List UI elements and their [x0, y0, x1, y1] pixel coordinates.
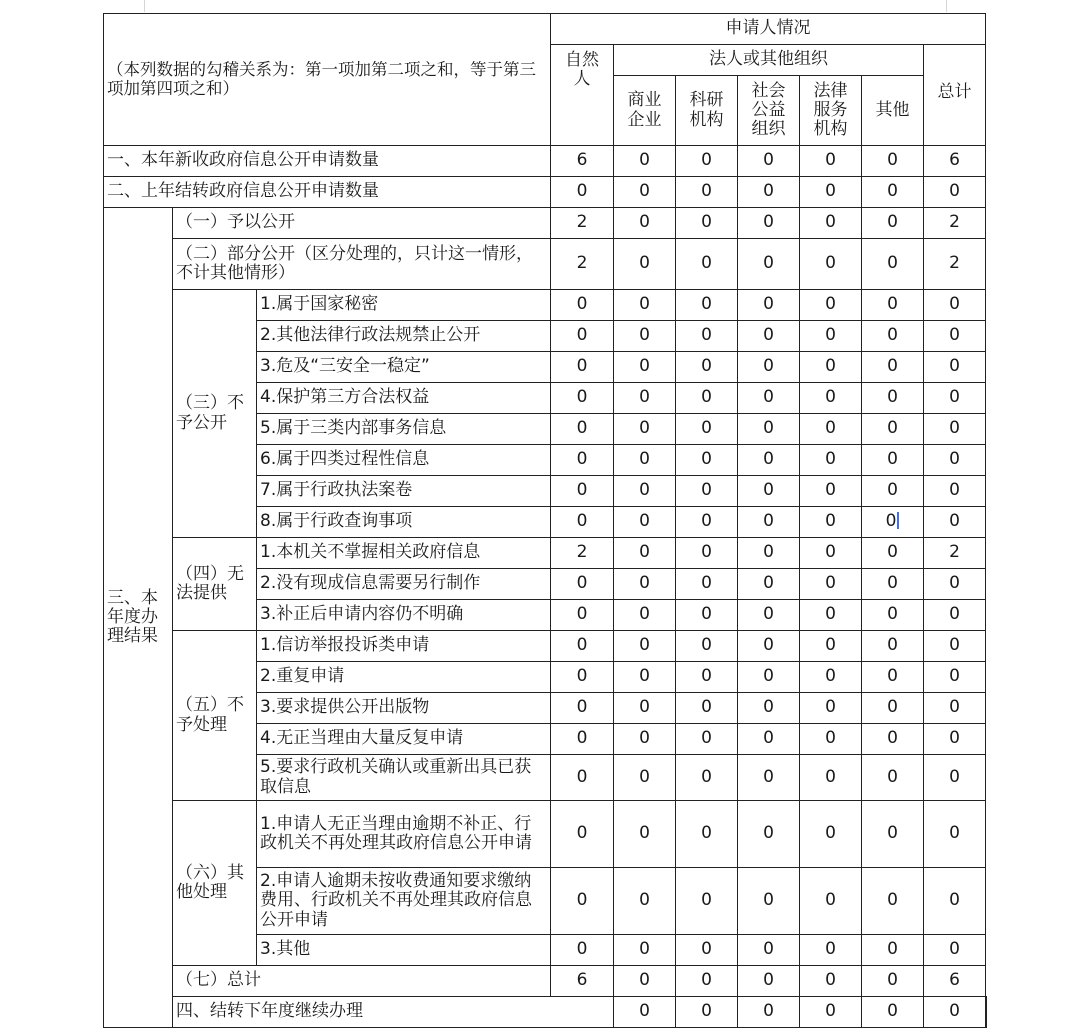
row-label: 2.重复申请	[257, 662, 551, 693]
row-g7	[104, 966, 987, 997]
row-label: 2.其他法律行政法规禁止公开	[257, 321, 551, 352]
cell-commercial: 0	[614, 445, 676, 476]
cell-legal-service: 0	[800, 208, 862, 239]
cell-social: 0	[738, 208, 800, 239]
cell-social: 0	[738, 445, 800, 476]
row-label: 1.信访举报投诉类申请	[257, 631, 551, 662]
cell-research: 0	[676, 239, 738, 290]
row-label: 5.要求行政机关确认或重新出具已获取信息	[257, 755, 551, 801]
cell-research: 0	[676, 445, 738, 476]
cell-other: 0	[862, 208, 924, 239]
cell-research: 0	[676, 755, 738, 801]
cell-natural-person: 0	[551, 600, 614, 631]
cell-natural-person: 0	[551, 569, 614, 600]
cell-other: 0	[862, 321, 924, 352]
cell-social: 0	[738, 476, 800, 507]
cell-other: 0	[862, 290, 924, 321]
row-g2	[104, 239, 987, 290]
cell-commercial: 0	[614, 476, 676, 507]
header-legal-group: 法人或其他组织	[614, 45, 924, 76]
header-total: 总计	[924, 45, 986, 146]
cell-commercial: 0	[614, 507, 676, 538]
cell-social: 0	[738, 724, 800, 755]
cell-total: 0	[924, 631, 986, 662]
cell-legal-service: 0	[800, 966, 862, 997]
cell-research: 0	[676, 631, 738, 662]
section-results-label: 三、本年度办理结果	[104, 208, 173, 1028]
cell-total: 2	[924, 538, 986, 569]
cell-other-editing[interactable]	[862, 507, 924, 538]
cell-legal-service: 0	[800, 600, 862, 631]
header-commercial: 商业企业	[614, 76, 676, 146]
cell-natural-person: 0	[551, 631, 614, 662]
cell-research: 0	[676, 868, 738, 935]
cell-natural-person: 2	[551, 239, 614, 290]
cell-other: 0	[862, 239, 924, 290]
cell-other: 0	[862, 538, 924, 569]
cell-total: 0	[924, 693, 986, 724]
row-label: 3.其他	[257, 935, 551, 966]
cell-legal-service: 0	[862, 997, 924, 1028]
cell-other: 0	[862, 146, 924, 177]
cell-total: 0	[924, 321, 986, 352]
row-label: 4.无正当理由大量反复申请	[257, 724, 551, 755]
row-label: 6.属于四类过程性信息	[257, 445, 551, 476]
cell-social: 0	[738, 507, 800, 538]
cell-other: 0	[862, 445, 924, 476]
group-label-g3: （三）不予公开	[173, 290, 257, 538]
cell-commercial: 0	[614, 208, 676, 239]
cell-research: 0	[738, 997, 800, 1028]
cell-natural-person: 0	[551, 693, 614, 724]
row-label: 4.保护第三方合法权益	[257, 383, 551, 414]
cell-research: 0	[676, 476, 738, 507]
cell-total: 0	[924, 507, 986, 538]
cell-social: 0	[738, 966, 800, 997]
cell-research: 0	[676, 966, 738, 997]
cell-total: 0	[924, 662, 986, 693]
cell-total: 0	[924, 352, 986, 383]
cell-natural-person: 0	[551, 662, 614, 693]
cell-total: 0	[924, 569, 986, 600]
cell-social: 0	[738, 538, 800, 569]
row-label: 2.申请人逾期未按收费通知要求缴纳费用、行政机关不再处理其政府信息公开申请	[257, 868, 551, 935]
cell-other: 0	[862, 801, 924, 868]
cell-commercial: 0	[614, 662, 676, 693]
row-g5-1	[104, 631, 987, 662]
row-label: （二）部分公开（区分处理的，只计这一情形，不计其他情形）	[173, 239, 551, 290]
cell-legal-service: 0	[800, 177, 862, 208]
cell-commercial: 0	[614, 146, 676, 177]
cell-social: 0	[738, 868, 800, 935]
cell-social: 0	[738, 801, 800, 868]
cell-legal-service: 0	[800, 383, 862, 414]
cell-other: 0	[862, 414, 924, 445]
cell-legal-service: 0	[800, 569, 862, 600]
cell-other: 0	[862, 966, 924, 997]
row-label: （七）总计	[173, 966, 551, 997]
cell-research: 0	[676, 724, 738, 755]
row-label: 8.属于行政查询事项	[257, 507, 551, 538]
cell-legal-service: 0	[800, 352, 862, 383]
cell-other: 0	[862, 693, 924, 724]
cell-social: 0	[738, 631, 800, 662]
cell-natural-person: 0	[551, 177, 614, 208]
cell-other: 0	[862, 476, 924, 507]
cell-legal-service: 0	[800, 693, 862, 724]
cell-total	[986, 997, 987, 1028]
cell-natural-person: 0	[551, 445, 614, 476]
group-label-g5: （五）不予处理	[173, 631, 257, 801]
cell-social: 0	[738, 414, 800, 445]
cell-commercial: 0	[614, 724, 676, 755]
cell-research: 0	[676, 177, 738, 208]
page-margin-guide-right	[946, 0, 947, 12]
header-applicant: 申请人情况	[551, 14, 986, 45]
cell-research: 0	[676, 146, 738, 177]
cell-natural-person: 0	[551, 935, 614, 966]
cell-research: 0	[676, 383, 738, 414]
row-g1	[104, 208, 987, 239]
cell-natural-person: 0	[551, 507, 614, 538]
row-label: 1.本机关不掌握相关政府信息	[257, 538, 551, 569]
cell-commercial: 0	[614, 383, 676, 414]
cell-research: 0	[676, 538, 738, 569]
row-label: 7.属于行政执法案卷	[257, 476, 551, 507]
cell-commercial: 0	[676, 997, 738, 1028]
cell-research: 0	[676, 414, 738, 445]
cell-commercial: 0	[614, 321, 676, 352]
cell-research: 0	[676, 290, 738, 321]
cell-research: 0	[676, 600, 738, 631]
cell-commercial: 0	[614, 868, 676, 935]
row-label: （一）予以公开	[173, 208, 551, 239]
row-label: 一、本年新收政府信息公开申请数量	[104, 146, 551, 177]
header-other: 其他	[862, 76, 924, 146]
row-label: 3.危及“三安全一稳定”	[257, 352, 551, 383]
cell-natural-person: 0	[551, 724, 614, 755]
cell-total: 2	[924, 208, 986, 239]
cell-social: 0	[738, 177, 800, 208]
cell-research: 0	[676, 507, 738, 538]
cell-research: 0	[676, 693, 738, 724]
cell-natural-person: 6	[551, 966, 614, 997]
cell-legal-service: 0	[800, 538, 862, 569]
cell-commercial: 0	[614, 801, 676, 868]
cell-commercial: 0	[614, 239, 676, 290]
row-label: 5.属于三类内部事务信息	[257, 414, 551, 445]
cell-total: 0	[924, 935, 986, 966]
row-label: 3.要求提供公开出版物	[257, 693, 551, 724]
cell-natural-person: 0	[551, 476, 614, 507]
cell-commercial: 0	[614, 755, 676, 801]
row-label: 四、结转下年度继续办理	[173, 997, 614, 1028]
cell-other: 0	[862, 935, 924, 966]
row-next-year	[104, 997, 987, 1028]
cell-other: 0	[862, 868, 924, 935]
header-note: （本列数据的勾稽关系为：第一项加第二项之和，等于第三项加第四项之和）	[104, 14, 551, 146]
group-label-g6: （六）其他处理	[173, 801, 257, 966]
cell-natural-person: 0	[614, 997, 676, 1028]
cell-total: 0	[924, 476, 986, 507]
cell-research: 0	[676, 352, 738, 383]
cell-commercial: 0	[614, 966, 676, 997]
cell-commercial: 0	[614, 631, 676, 662]
cell-total: 6	[924, 146, 986, 177]
header-row-1	[104, 14, 987, 45]
cell-total: 6	[924, 966, 986, 997]
cell-total: 0	[924, 600, 986, 631]
header-social: 社会公益组织	[738, 76, 800, 146]
cell-commercial: 0	[614, 414, 676, 445]
cell-natural-person: 0	[551, 290, 614, 321]
header-legal-service: 法律服务机构	[800, 76, 862, 146]
group-label-g4: （四）无法提供	[173, 538, 257, 631]
row-label: 2.没有现成信息需要另行制作	[257, 569, 551, 600]
cell-social: 0	[738, 662, 800, 693]
cell-social: 0	[738, 935, 800, 966]
row-g4-1	[104, 538, 987, 569]
cell-total: 0	[924, 801, 986, 868]
cell-research: 0	[676, 208, 738, 239]
cell-total: 0	[924, 383, 986, 414]
header-natural-person: 自然人	[551, 45, 614, 146]
cell-other: 0	[924, 997, 986, 1028]
cell-natural-person: 0	[551, 801, 614, 868]
cell-total: 0	[924, 177, 986, 208]
cell-social: 0	[738, 569, 800, 600]
cell-natural-person: 0	[551, 414, 614, 445]
cell-commercial: 0	[614, 352, 676, 383]
cell-legal-service: 0	[800, 476, 862, 507]
cell-social: 0	[738, 290, 800, 321]
cell-social: 0	[738, 146, 800, 177]
row-label: 1.申请人无正当理由逾期不补正、行政机关不再处理其政府信息公开申请	[257, 801, 551, 868]
cell-other: 0	[862, 662, 924, 693]
cell-legal-service: 0	[800, 290, 862, 321]
cell-natural-person: 0	[551, 321, 614, 352]
cell-social: 0	[800, 997, 862, 1028]
cell-other: 0	[862, 383, 924, 414]
cell-social: 0	[738, 693, 800, 724]
cell-total: 0	[924, 445, 986, 476]
cell-commercial: 0	[614, 290, 676, 321]
page-margin-guide-left	[144, 0, 145, 12]
header-research: 科研机构	[676, 76, 738, 146]
cell-commercial: 0	[614, 935, 676, 966]
cell-natural-person: 2	[551, 208, 614, 239]
cell-commercial: 0	[614, 693, 676, 724]
cell-natural-person: 0	[551, 868, 614, 935]
cell-social: 0	[738, 755, 800, 801]
cell-commercial: 0	[614, 538, 676, 569]
cell-social: 0	[738, 321, 800, 352]
cell-legal-service: 0	[800, 755, 862, 801]
row-label: 3.补正后申请内容仍不明确	[257, 600, 551, 631]
cell-social: 0	[738, 239, 800, 290]
row-g6-1	[104, 801, 987, 868]
cell-commercial: 0	[614, 600, 676, 631]
cell-research: 0	[676, 801, 738, 868]
disclosure-stats-table	[103, 13, 987, 1028]
cell-natural-person: 0	[551, 755, 614, 801]
cell-social: 0	[738, 352, 800, 383]
cell-other: 0	[862, 600, 924, 631]
cell-social: 0	[738, 383, 800, 414]
cell-research: 0	[676, 321, 738, 352]
cell-legal-service: 0	[800, 414, 862, 445]
cell-research: 0	[676, 935, 738, 966]
row-new-requests	[104, 146, 987, 177]
cell-other: 0	[862, 631, 924, 662]
cell-legal-service: 0	[800, 321, 862, 352]
cell-legal-service: 0	[800, 724, 862, 755]
cell-other: 0	[862, 755, 924, 801]
cell-total: 0	[924, 290, 986, 321]
cell-legal-service: 0	[800, 801, 862, 868]
cell-other: 0	[862, 569, 924, 600]
cell-legal-service: 0	[800, 631, 862, 662]
cell-total: 0	[924, 868, 986, 935]
cell-total: 2	[924, 239, 986, 290]
cell-legal-service: 0	[800, 868, 862, 935]
cell-legal-service: 0	[800, 935, 862, 966]
cell-social: 0	[738, 600, 800, 631]
cell-value: 0	[885, 511, 897, 532]
cell-research: 0	[676, 569, 738, 600]
row-label: 二、上年结转政府信息公开申请数量	[104, 177, 551, 208]
cell-natural-person: 2	[551, 538, 614, 569]
cell-natural-person: 0	[551, 352, 614, 383]
cell-total: 0	[924, 414, 986, 445]
cell-total: 0	[924, 755, 986, 801]
cell-other: 0	[862, 724, 924, 755]
cell-total: 0	[924, 724, 986, 755]
cell-natural-person: 6	[551, 146, 614, 177]
cell-commercial: 0	[614, 177, 676, 208]
cell-legal-service: 0	[800, 662, 862, 693]
cell-legal-service: 0	[800, 445, 862, 476]
cell-natural-person: 0	[551, 383, 614, 414]
cell-legal-service: 0	[800, 146, 862, 177]
cell-commercial: 0	[614, 569, 676, 600]
row-carry-over	[104, 177, 987, 208]
text-cursor	[897, 512, 899, 529]
cell-other: 0	[862, 352, 924, 383]
row-label: 1.属于国家秘密	[257, 290, 551, 321]
cell-other: 0	[862, 177, 924, 208]
cell-legal-service: 0	[800, 507, 862, 538]
row-g3-1	[104, 290, 987, 321]
cell-research: 0	[676, 662, 738, 693]
cell-legal-service: 0	[800, 239, 862, 290]
